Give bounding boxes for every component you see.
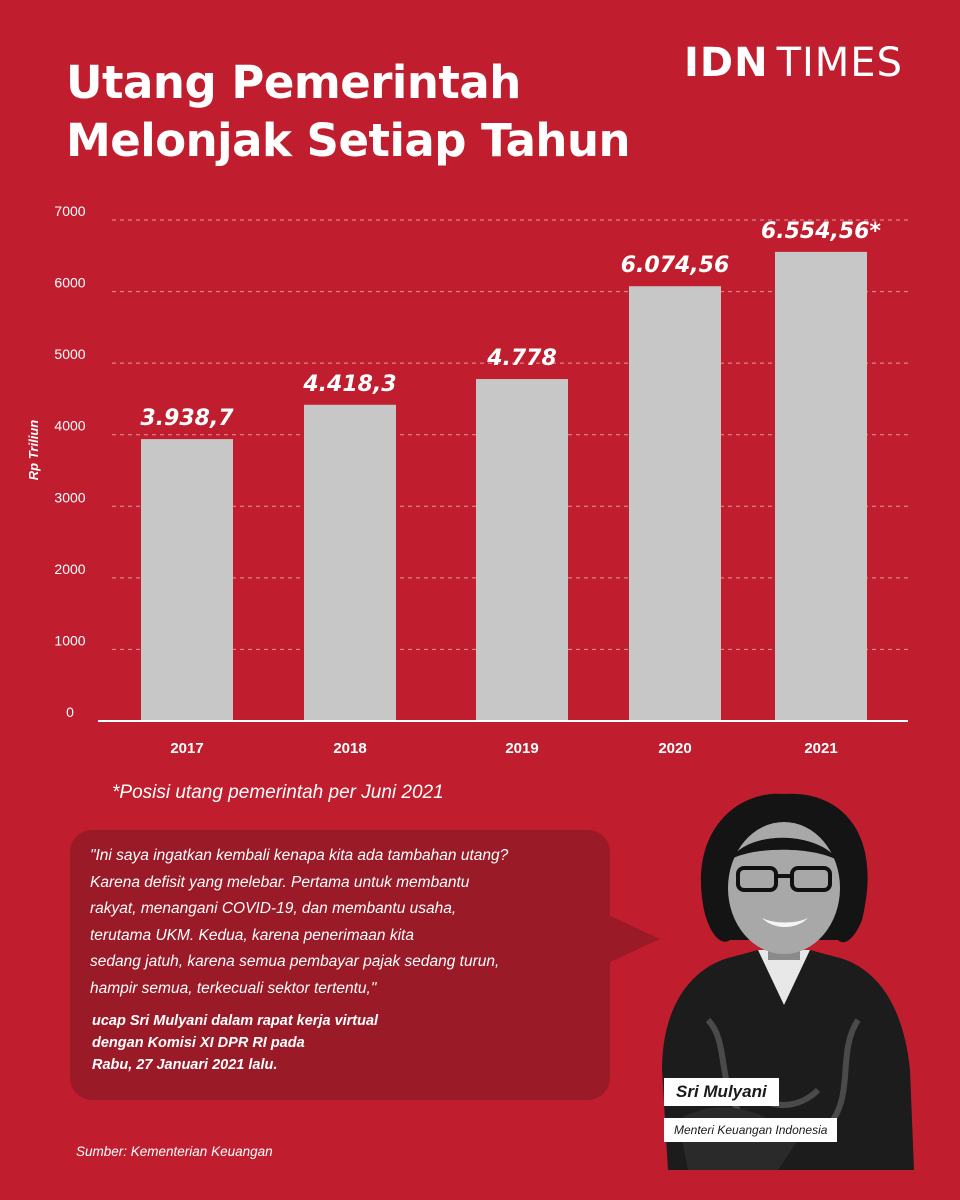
data-label-2021: 6.554,56* <box>760 218 882 244</box>
bar-2021 <box>775 252 867 721</box>
quote-attribution <box>92 1010 612 1076</box>
y-axis-label: Rp Triliun <box>26 419 41 481</box>
y-tick-label: 0 <box>66 704 74 720</box>
bar-chart <box>0 180 960 770</box>
quote-line: sedang jatuh, karena semua pembayar pajak sedang turun, <box>90 953 500 970</box>
y-tick-label: 7000 <box>54 203 86 219</box>
logo-text-idn: IDN <box>684 40 769 86</box>
x-axis-ticks <box>170 740 837 757</box>
y-tick-label: 3000 <box>54 489 86 506</box>
portrait-photo <box>648 790 920 1170</box>
y-tick-label: 6000 <box>54 274 86 291</box>
page-title <box>66 54 630 170</box>
x-tick-label: 2020 <box>658 740 692 757</box>
y-tick-label: 2000 <box>54 560 86 577</box>
quote-line: rakyat, menangani COVID-19, dan membantu usaha, <box>90 900 457 917</box>
bar-2018 <box>304 405 396 721</box>
y-tick-label: 4000 <box>54 417 86 434</box>
title-line-1: Utang Pemerintah <box>66 56 521 109</box>
quote-line: "Ini saya ingatkan kembali kenapa kita ada tambahan utang? <box>90 847 509 864</box>
attribution-line: Rabu, 27 Januari 2021 lalu. <box>92 1057 278 1073</box>
y-tick-label: 5000 <box>54 346 86 363</box>
x-tick-label: 2018 <box>333 740 367 757</box>
attribution-line: dengan Komisi XI DPR RI pada <box>92 1035 305 1051</box>
attribution-line: ucap Sri Mulyani dalam rapat kerja virtual <box>92 1013 379 1029</box>
bar-2019 <box>476 379 568 721</box>
x-tick-label: 2019 <box>505 740 539 757</box>
y-tick-label: 1000 <box>54 632 86 649</box>
data-label-2019: 4.778 <box>487 346 557 372</box>
footnote: *Posisi utang pemerintah per Juni 2021 <box>112 782 444 803</box>
x-tick-label: 2017 <box>170 740 204 757</box>
bar-2020 <box>629 286 721 721</box>
idn-times-logo <box>684 40 903 86</box>
person-name-tag: Sri Mulyani <box>664 1078 779 1106</box>
source-note: Sumber: Kementerian Keuangan <box>76 1144 273 1159</box>
data-label-2018: 4.418,3 <box>303 371 397 397</box>
x-tick-label: 2021 <box>804 740 838 757</box>
quote-text <box>90 843 610 1002</box>
title-line-2: Melonjak Setiap Tahun <box>66 114 631 167</box>
bars <box>141 252 867 721</box>
quote-line: Karena defisit yang melebar. Pertama untuk membantu <box>90 873 470 891</box>
logo-text-times: TIMES <box>776 40 903 86</box>
person-role-tag: Menteri Keuangan Indonesia <box>664 1118 837 1142</box>
data-label-2020: 6.074,56 <box>620 253 730 279</box>
quote-line: terutama UKM. Kedua, karena penerimaan kita <box>90 926 414 944</box>
quote-line: hampir semua, terkecuali sektor tertentu," <box>90 979 377 997</box>
data-label-2017: 3.938,7 <box>140 406 234 432</box>
y-axis-ticks <box>54 203 85 720</box>
bar-2017 <box>141 439 233 721</box>
